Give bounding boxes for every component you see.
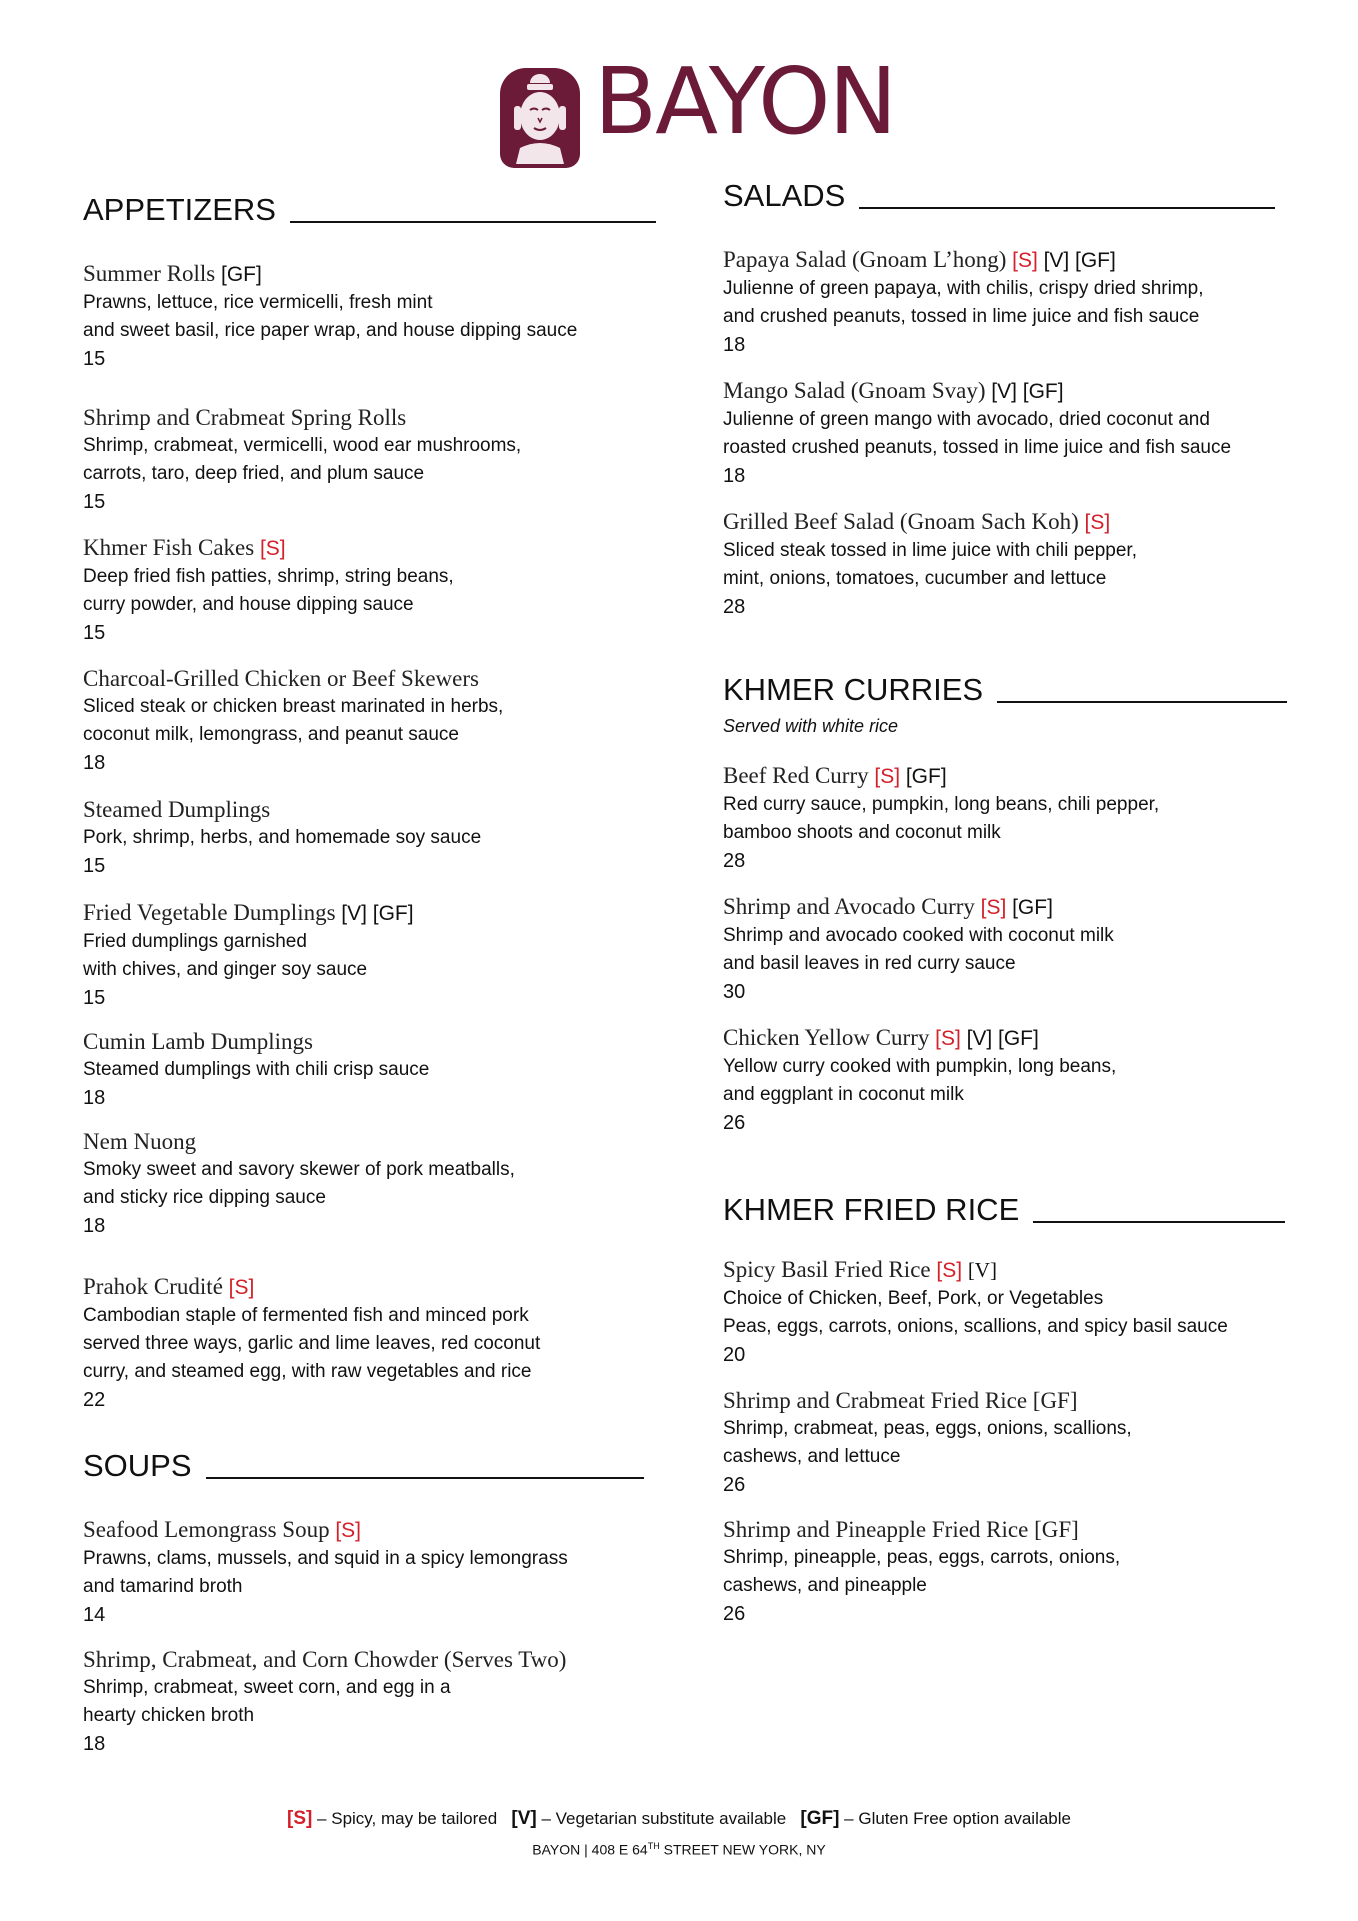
item-price: 18 <box>83 1215 106 1237</box>
menu-item <box>83 534 663 648</box>
item-price: 26 <box>723 1603 746 1625</box>
item-name-text: Chicken Yellow Curry <box>723 1025 930 1050</box>
menu-item <box>723 893 1303 1007</box>
item-name-text: Mango Salad (Gnoam Svay) <box>723 378 986 403</box>
menu-item <box>723 1387 1303 1500</box>
diet-tag: [GF] <box>1075 249 1116 272</box>
item-description: Deep fried fish patties, shrimp, string beans, curry powder, and house dipping sauce <box>83 566 454 615</box>
curries-subtitle: Served with white rice <box>723 716 899 736</box>
item-price: 20 <box>723 1344 746 1366</box>
menu-item <box>723 508 1303 622</box>
item-price: 15 <box>83 622 106 644</box>
item-price: 26 <box>723 1474 746 1496</box>
diet-tag: [GF] <box>1022 380 1064 403</box>
appetizers-heading: APPETIZERS <box>83 192 656 228</box>
spicy-tag: [S] <box>228 1276 255 1299</box>
menu-item <box>83 1273 663 1415</box>
diet-tag: [V] <box>341 902 367 925</box>
footer-legend <box>0 1808 1358 1830</box>
bayon-logo <box>496 48 896 172</box>
item-name <box>83 1128 663 1156</box>
legend-text: – Spicy, may be tailored <box>312 1809 498 1828</box>
item-name-text: Shrimp and Avocado Curry <box>723 894 975 919</box>
diet-tag: [V] <box>991 380 1017 403</box>
menu-item <box>83 1516 663 1630</box>
item-name-text: Shrimp, Crabmeat, and Corn Chowder (Serves Two) <box>83 1647 567 1672</box>
item-description: Pork, shrimp, herbs, and homemade soy sauce <box>83 827 482 848</box>
diet-tag: [GF] <box>372 902 414 925</box>
item-name-text: Spicy Basil Fried Rice <box>723 1257 931 1282</box>
menu-item <box>723 377 1303 491</box>
diet-tag: [GF] <box>1012 896 1053 919</box>
menu-item <box>723 762 1303 876</box>
item-description: Shrimp and avocado cooked with coconut milk and basil leaves in red curry sauce <box>723 925 1114 974</box>
item-name-text: Prahok Crudité <box>83 1274 223 1299</box>
diet-tag: [V] <box>1043 249 1070 272</box>
item-price: 18 <box>723 334 746 356</box>
spicy-tag: [S] <box>874 765 901 788</box>
item-name <box>723 1024 1303 1053</box>
diet-tag: [GF] <box>905 765 947 788</box>
item-price: 18 <box>723 465 746 487</box>
menu-item <box>83 1028 663 1113</box>
item-name <box>723 508 1303 537</box>
menu-item <box>723 1256 1303 1370</box>
item-description: Julienne of green papaya, with chilis, crispy dried shrimp, and crushed peanuts, tossed in lime juice and fish sauce <box>723 278 1204 327</box>
item-name <box>83 260 663 289</box>
item-description: Shrimp, crabmeat, peas, eggs, onions, scallions, cashews, and lettuce <box>723 1418 1132 1467</box>
item-description: Red curry sauce, pumpkin, long beans, chili pepper, bamboo shoots and coconut milk <box>723 794 1160 843</box>
fried-rice-heading: KHMER FRIED RICE <box>723 1192 1285 1228</box>
menu-item <box>723 1516 1303 1629</box>
curries-heading: KHMER CURRIES <box>723 672 1287 708</box>
item-name-text: Cumin Lamb Dumplings <box>83 1029 313 1054</box>
item-name <box>83 796 663 824</box>
item-name <box>83 534 663 563</box>
menu-item <box>83 796 663 881</box>
item-name <box>83 1273 663 1302</box>
spicy-tag: [S] <box>980 896 1007 919</box>
item-name-text: Charcoal-Grilled Chicken or Beef Skewers <box>83 666 479 691</box>
spicy-tag: [S] <box>335 1519 362 1542</box>
diet-tag: [GF] <box>221 263 262 286</box>
item-price: 15 <box>83 987 106 1009</box>
item-description: Julienne of green mango with avocado, dried coconut and roasted crushed peanuts, tossed in lime juice and fish sauce <box>723 409 1232 458</box>
salads-heading: SALADS <box>723 178 1275 214</box>
spicy-tag: [S] <box>935 1027 961 1050</box>
item-name <box>83 899 663 928</box>
spicy-tag: [S] <box>1012 249 1038 272</box>
item-name-text: Seafood Lemongrass Soup <box>83 1517 330 1542</box>
item-description: Choice of Chicken, Beef, Pork, or Vegetables Peas, eggs, carrots, onions, scallions, and spicy basil sauce <box>723 1288 1228 1337</box>
item-name-text: Steamed Dumplings <box>83 797 271 822</box>
item-price: 15 <box>83 348 106 370</box>
item-name-text: Shrimp and Crabmeat Fried Rice [GF] <box>723 1388 1078 1413</box>
item-description: Yellow curry cooked with pumpkin, long beans, and eggplant in coconut milk <box>723 1056 1117 1105</box>
item-description: Fried dumplings garnished with chives, and ginger soy sauce <box>83 931 368 980</box>
item-price: 22 <box>83 1389 106 1411</box>
item-price: 18 <box>83 1733 106 1755</box>
item-name-text: Beef Red Curry <box>723 763 869 788</box>
item-name <box>83 665 663 693</box>
soups-heading: SOUPS <box>83 1448 644 1484</box>
item-description: Shrimp, crabmeat, sweet corn, and egg in a hearty chicken broth <box>83 1677 451 1726</box>
menu-item <box>83 899 663 1013</box>
item-description: Smoky sweet and savory skewer of pork meatballs, and sticky rice dipping sauce <box>83 1159 515 1208</box>
item-price: 14 <box>83 1604 106 1626</box>
item-description: Steamed dumplings with chili crisp sauce <box>83 1059 430 1080</box>
item-name <box>83 404 663 432</box>
item-name <box>83 1646 663 1674</box>
item-name <box>723 1516 1303 1544</box>
item-description: Shrimp, crabmeat, vermicelli, wood ear mushrooms, carrots, taro, deep fried, and plum sauce <box>83 435 522 484</box>
item-name <box>83 1516 663 1545</box>
item-description: Shrimp, pineapple, peas, eggs, carrots, onions, cashews, and pineapple <box>723 1547 1121 1596</box>
item-name-text: Shrimp and Pineapple Fried Rice [GF] <box>723 1517 1079 1542</box>
item-name <box>723 1256 1303 1285</box>
item-name <box>723 377 1303 406</box>
item-name-text: Khmer Fish Cakes <box>83 535 255 560</box>
item-price: 28 <box>723 850 746 872</box>
legend-key: [V] <box>511 1808 537 1829</box>
menu-item <box>83 404 663 517</box>
item-description: Prawns, lettuce, rice vermicelli, fresh mint and sweet basil, rice paper wrap, and house dipping sauce <box>83 292 578 341</box>
diet-tag: [V] <box>967 1258 997 1282</box>
menu-item <box>83 1128 663 1241</box>
legend-text: – Vegetarian substitute available <box>536 1809 787 1828</box>
item-description: Cambodian staple of fermented fish and minced pork served three ways, garlic and lime leaves, red coconut curry, and steamed egg, with raw vegetables and rice <box>83 1305 541 1382</box>
menu-item <box>723 246 1303 360</box>
item-name-text: Nem Nuong <box>83 1129 197 1154</box>
buddha-head-icon <box>500 68 580 168</box>
item-name <box>723 246 1303 275</box>
item-description: Sliced steak or chicken breast marinated in herbs, coconut milk, lemongrass, and peanut sauce <box>83 696 504 745</box>
item-price: 18 <box>83 1087 106 1109</box>
item-name <box>723 762 1303 791</box>
menu-item <box>83 1646 663 1759</box>
item-price: 15 <box>83 855 106 877</box>
item-name-text: Papaya Salad (Gnoam L’hong) <box>723 247 1007 272</box>
menu-item <box>83 665 663 778</box>
item-price: 15 <box>83 491 106 513</box>
item-price: 26 <box>723 1112 746 1134</box>
item-description: Prawns, clams, mussels, and squid in a spicy lemongrass and tamarind broth <box>83 1548 568 1597</box>
item-description: Sliced steak tossed in lime juice with chili pepper, mint, onions, tomatoes, cucumber and lettuce <box>723 540 1137 589</box>
spicy-tag: [S] <box>259 537 286 560</box>
item-name-text: Summer Rolls <box>83 261 216 286</box>
menu-item <box>83 260 663 374</box>
item-name-text: Shrimp and Crabmeat Spring Rolls <box>83 405 407 430</box>
item-price: 30 <box>723 981 746 1003</box>
legend-text: – Gluten Free option available <box>839 1809 1071 1828</box>
spicy-tag: [S] <box>1084 511 1111 534</box>
footer-address: BAYON | 408 E 64TH STREET NEW YORK, NY <box>532 1841 826 1858</box>
item-name <box>83 1028 663 1056</box>
item-name-text: Grilled Beef Salad (Gnoam Sach Koh) <box>723 509 1079 534</box>
item-price: 18 <box>83 752 106 774</box>
legend-key: [S] <box>287 1808 313 1829</box>
diet-tag: [V] <box>966 1027 993 1050</box>
menu-item <box>723 1024 1303 1138</box>
spicy-tag: [S] <box>936 1259 963 1282</box>
item-name-text: Fried Vegetable Dumplings <box>83 900 336 925</box>
brand-name: BAYON <box>594 48 896 155</box>
diet-tag: [GF] <box>998 1027 1039 1050</box>
legend-key: [GF] <box>800 1808 840 1829</box>
item-price: 28 <box>723 596 746 618</box>
item-name <box>723 893 1303 922</box>
item-name <box>723 1387 1303 1415</box>
